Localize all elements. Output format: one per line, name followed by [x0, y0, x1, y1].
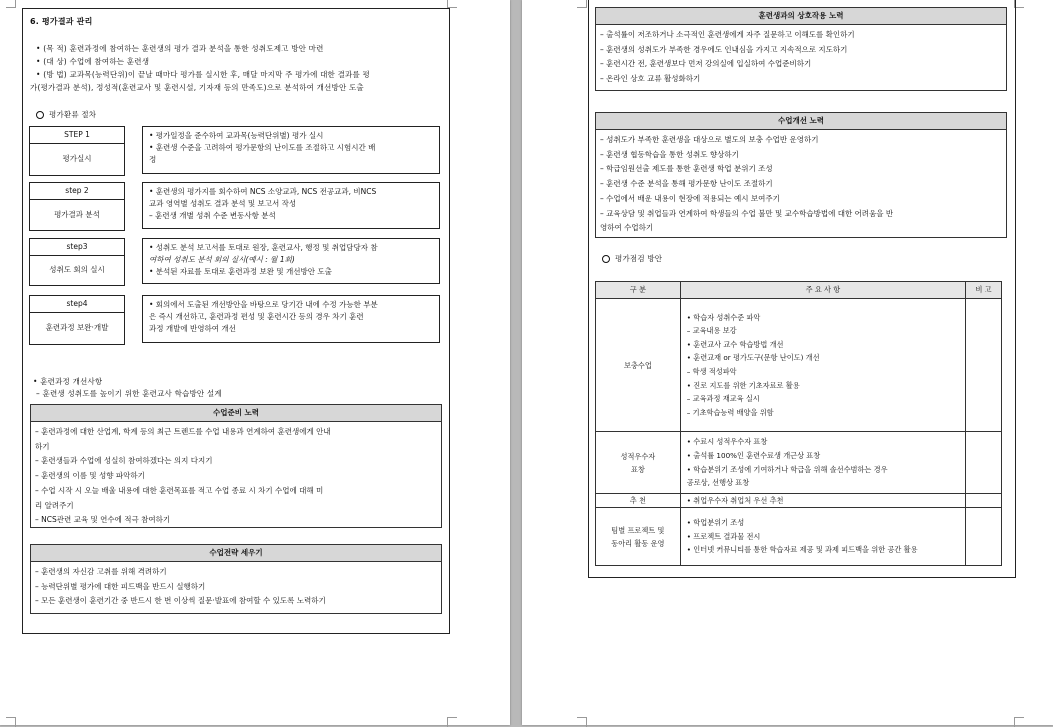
step-4-box: [29, 295, 125, 345]
class-strategy-body: – 훈련생의 자신감 고취를 위해 격려하기 – 능력단위별 평가에 대한 피드백을 반드시 실행하기 – 모든 훈련생이 훈련기간 중 반드시 한 번 이상씩 질문·발표에 참여할 수 있도록 노력하기: [35, 567, 326, 606]
plan-title: 평가점검 방안: [602, 253, 662, 264]
page-corner-mark: [1014, 717, 1024, 727]
table-items-cell: • 학업분위기 조성 • 프로젝트 결과물 전시 • 인터넷 커뮤니티를 통한 학습자료 제공 및 과제 피드백을 위한 공간 활용: [680, 508, 965, 566]
class-strategy-box: [30, 544, 442, 614]
evaluation-plan-table: [595, 281, 1002, 566]
table-items-cell: • 학습자 성취수준 파악 – 교육내용 보강 • 훈련교사 교수 학습방법 개선 • 훈련교재 or 평가도구(문항 난이도) 개선 – 학생 적성파악 • 진로 지도를 위한 기초자료로 활용 – 교육과정 재교육 실시 – 기초학습능력 배양을 위함: [680, 299, 965, 432]
trainee-interaction-title: 훈련생과의 상호작용 노력: [596, 8, 1006, 25]
step-1-box: [29, 126, 125, 176]
table-category-cell: 추 천: [596, 494, 681, 508]
step-2-label: step 2: [30, 183, 124, 200]
table-row: [596, 299, 1002, 432]
class-preparation-box: [30, 404, 442, 528]
page-corner-mark: [577, 0, 587, 8]
class-improvement-box: [595, 112, 1007, 238]
page-corner-mark: [577, 717, 587, 727]
trainee-interaction-box: [595, 7, 1007, 91]
table-row: [596, 494, 1002, 508]
class-strategy-title: 수업전략 세우기: [31, 545, 441, 562]
step-3-box: [29, 238, 125, 286]
table-row: [596, 432, 1002, 494]
improve-subtitle: – 훈련생 성취도를 높이기 위한 훈련교사 학습방안 설계: [36, 389, 222, 398]
table-category-cell: 팀별 프로젝트 및 동아리 활동 운영: [596, 508, 681, 566]
intro-purpose: • (목 적) 훈련과정에 참여하는 훈련생의 평가 결과 분석을 통한 성취도제고 방안 마련: [36, 44, 324, 53]
table-header-category: 구 분: [596, 282, 681, 299]
step-3-name: 성취도 회의 실시: [49, 265, 105, 274]
page-corner-mark: [6, 717, 16, 727]
table-note-cell: [966, 494, 1002, 508]
document-page-right: [522, 0, 1053, 725]
step-4-name: 훈련과정 보완·개발: [45, 323, 109, 332]
table-row: [596, 508, 1002, 566]
page-corner-mark: [6, 0, 16, 8]
intro-method: • (방 법) 교과목(능력단위)이 끝날 때마다 평가를 실시한 후, 매달 마지막 주 평가에 대한 결과를 평: [36, 70, 370, 79]
step-2-name: 평가결과 분석: [54, 210, 100, 219]
class-improvement-body: – 성취도가 부족한 훈련생을 대상으로 별도의 보충 수업반 운영하기 – 훈련생 협동학습을 통한 성취도 향상하기 – 학급임원선출 제도를 통한 훈련생 학업 분위기 조성 – 훈련생 수준 분석을 통해 평가문항 난이도 조절하기 – 수업에서 배운 내용이 현장에 적용되는 예시 보여주기 – 교육상담 및 취업들과 연계하여 학생들의 수업 불만 및 교수학습방법에 대한 어려움을 반 영하여 수업하기: [600, 135, 894, 233]
intro-method-cont: 가(평가결과 분석), 정성적(훈련교사 및 훈련시설, 기자재 등의 만족도)으로 분석하여 개선방안 도출: [30, 83, 364, 92]
step-4-label: step4: [30, 296, 124, 313]
page-corner-mark: [447, 717, 457, 727]
page-corner-mark: [447, 0, 457, 8]
circle-bullet-icon: [602, 255, 610, 263]
improve-title: • 훈련과정 개선사항: [33, 377, 103, 386]
class-preparation-title: 수업준비 노력: [31, 405, 441, 422]
class-improvement-title: 수업개선 노력: [596, 113, 1006, 130]
circle-bullet-icon: [36, 111, 44, 119]
trainee-interaction-body: – 출석률이 저조하거나 소극적인 훈련생에게 자주 질문하고 이해도를 확인하기 – 훈련생의 성취도가 부족한 경우에도 인내심을 가지고 지속적으로 지도하기 – 훈련시간 전, 훈련생보다 먼저 강의실에 입실하여 수업준비하기 – 온라인 상호 교류 활성화하기: [600, 30, 855, 84]
intro-target: • (대 상) 수업에 참여하는 훈련생: [36, 57, 150, 66]
step-1-description: • 평가일정을 준수하여 교과목(능력단위별) 평가 실시 • 훈련생 수준을 고려하여 평가문항의 난이도를 조절하고 시험시간 배 정: [142, 126, 440, 174]
table-header-row: [596, 282, 1002, 299]
step-4-description: • 회의에서 도출된 개선방안을 바탕으로 당기간 내에 수정 가능한 부분 은 즉시 개선하고, 훈련과정 편성 및 훈련시간 등의 경우 차기 훈련 과정 개발에 반영하여 개선: [142, 295, 440, 343]
step-2-description: • 훈련생의 평가지를 회수하여 NCS 소양교과, NCS 전공교과, 비NCS 교과 영역별 성취도 결과 분석 및 보고서 작성 – 훈련생 개별 성취 수준 변동사항 분석: [142, 182, 440, 229]
step-3-label: step3: [30, 239, 124, 256]
table-header-main: 주 요 사 항: [680, 282, 965, 299]
table-items-cell: • 수료시 성적우수자 표창 • 출석률 100%인 훈련수료생 개근상 표창 • 학습분위기 조성에 기여하거나 학급을 위해 솔선수범하는 경우 공로상, 선행상 표창: [680, 432, 965, 494]
table-items-cell: • 취업우수자 취업처 우선 추천: [680, 494, 965, 508]
step-1-label: STEP 1: [30, 127, 124, 144]
table-category-cell: 성적우수자 표창: [596, 432, 681, 494]
step-3-description: • 성취도 분석 보고서를 토대로 원장, 훈련교사, 행정 및 취업담당자 참 여하여 성취도 분석 회의 실시(예시 : 월 1회) • 분석된 자료를 토대로 훈련과정 보완 및 개선방안 도출: [142, 238, 440, 284]
class-preparation-body: – 훈련과정에 대한 산업계, 학계 등의 최근 트렌드를 수업 내용과 연계하여 훈련생에게 안내 하기 – 훈련생들과 수업에 성실히 참여하겠다는 의지 다지기 – 훈련생의 이름 및 성향 파악하기 – 수업 시작 시 오늘 배울 내용에 대한 훈련목표를 적고 수업 종료 시 차기 수업에 대해 미 리 알려주기 – NCS관련 교육 및 연수에 적극 참여하기: [35, 427, 331, 525]
document-page-left: [0, 0, 510, 725]
table-note-cell: [966, 432, 1002, 494]
table-category-cell: 보충수업: [596, 299, 681, 432]
step-2-box: [29, 182, 125, 231]
section-heading: 6. 평가결과 관리: [30, 17, 93, 26]
table-note-cell: [966, 299, 1002, 432]
procedure-title: 평가환류 절차: [36, 109, 96, 120]
step-1-name: 평가실시: [62, 154, 92, 163]
table-note-cell: [966, 508, 1002, 566]
table-header-note: 비 고: [966, 282, 1002, 299]
